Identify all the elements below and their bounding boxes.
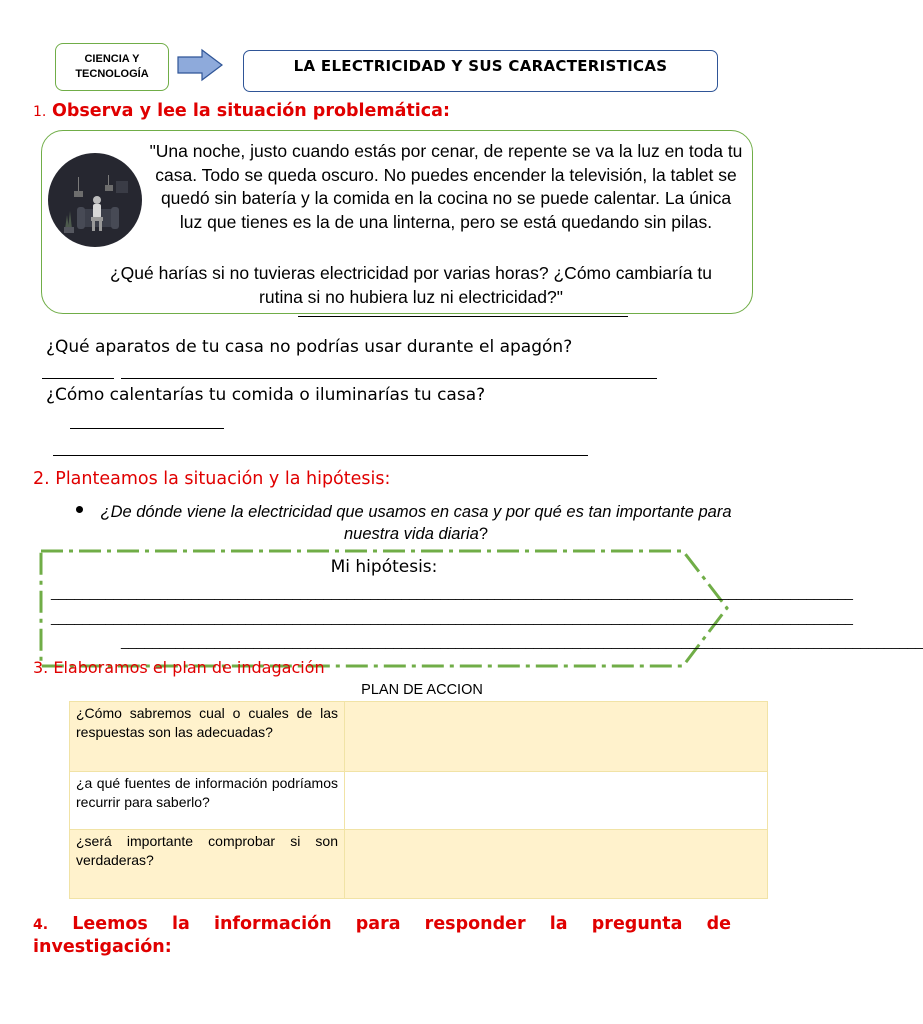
subject-badge <box>55 43 169 91</box>
plan-answer-cell[interactable] <box>345 702 768 772</box>
answer-line[interactable] <box>42 378 114 379</box>
underline-decoration <box>298 316 628 317</box>
page-title: LA ELECTRICIDAD Y SUS CARACTERISTICAS <box>243 50 718 92</box>
plan-answer-cell[interactable] <box>345 772 768 830</box>
question-appliances: ¿Qué aparatos de tu casa no podrías usar durante el apagón? <box>46 337 573 357</box>
section2-heading: 2. Planteamos la situación y la hipótesis: <box>33 469 391 489</box>
plan-title: PLAN DE ACCION <box>361 682 483 698</box>
table-row <box>70 830 768 899</box>
section1-number: 1. <box>33 104 47 120</box>
hypothesis-answer-line-1[interactable]: _______________________________________________________________________________________________________ <box>51 584 853 600</box>
hypothesis-answer-line-3[interactable]: _______________________________________________________________________________________________________ <box>121 633 923 649</box>
right-arrow-icon <box>176 48 224 82</box>
table-row <box>70 772 768 830</box>
research-question-body: De dónde viene la electricidad que usamos en casa y por qué es tan importante para nuestra vida diaria <box>110 503 732 543</box>
plan-question: ¿Cómo sabremos cual o cuales de las respuestas son las adecuadas? <box>70 702 345 772</box>
research-question-close: ? <box>478 525 488 543</box>
research-question <box>86 501 746 545</box>
plan-question: ¿será importante comprobar si son verdaderas? <box>70 830 345 899</box>
situation-paragraph-2: ¿Qué harías si no tuvieras electricidad por varias horas? ¿Cómo cambiaría tu rutina si no hubiera luz ni electricidad?" <box>109 263 713 307</box>
section1-heading <box>33 101 450 121</box>
question-heating-lighting: ¿Cómo calentarías tu comida o iluminarías tu casa? <box>46 385 486 405</box>
plan-question: ¿a qué fuentes de información podríamos recurrir para saberlo? <box>70 772 345 830</box>
hypothesis-answer-line-2[interactable]: _______________________________________________________________________________________________________ <box>51 609 853 625</box>
subject-label-line1: CIENCIA Y <box>84 53 140 65</box>
situation-paragraph-1: "Una noche, justo cuando estás por cenar, de repente se va la luz en toda tu casa. Todo se queda oscuro. No puedes encender la televisión, la tablet se quedó sin batería y la comida en la cocina no se puede calentar. La única luz que tienes es la de una linterna, pero se está quedando sin pilas. <box>149 141 743 232</box>
section1-title: Observa y lee la situación problemática: <box>51 101 450 121</box>
section3-heading-clip <box>33 655 413 677</box>
subject-label-line2: TECNOLOGÍA <box>75 68 149 80</box>
section4-heading <box>33 913 731 958</box>
table-row <box>70 702 768 772</box>
section3-heading: 3. Elaboramos el plan de indagación <box>33 658 325 677</box>
plan-answer-cell[interactable] <box>345 830 768 899</box>
section4-title: Leemos la información para responder la pregunta de investigación: <box>33 914 731 957</box>
section4-number: 4. <box>33 917 49 933</box>
answer-line[interactable] <box>53 455 588 456</box>
hypothesis-label: Mi hipótesis: <box>330 557 438 577</box>
answer-line[interactable] <box>121 378 657 379</box>
action-plan-table <box>69 701 768 899</box>
answer-line[interactable] <box>70 428 224 429</box>
dark-room-illustration <box>48 153 142 247</box>
bullet-icon <box>76 506 83 513</box>
research-question-open: ¿ <box>100 503 111 521</box>
